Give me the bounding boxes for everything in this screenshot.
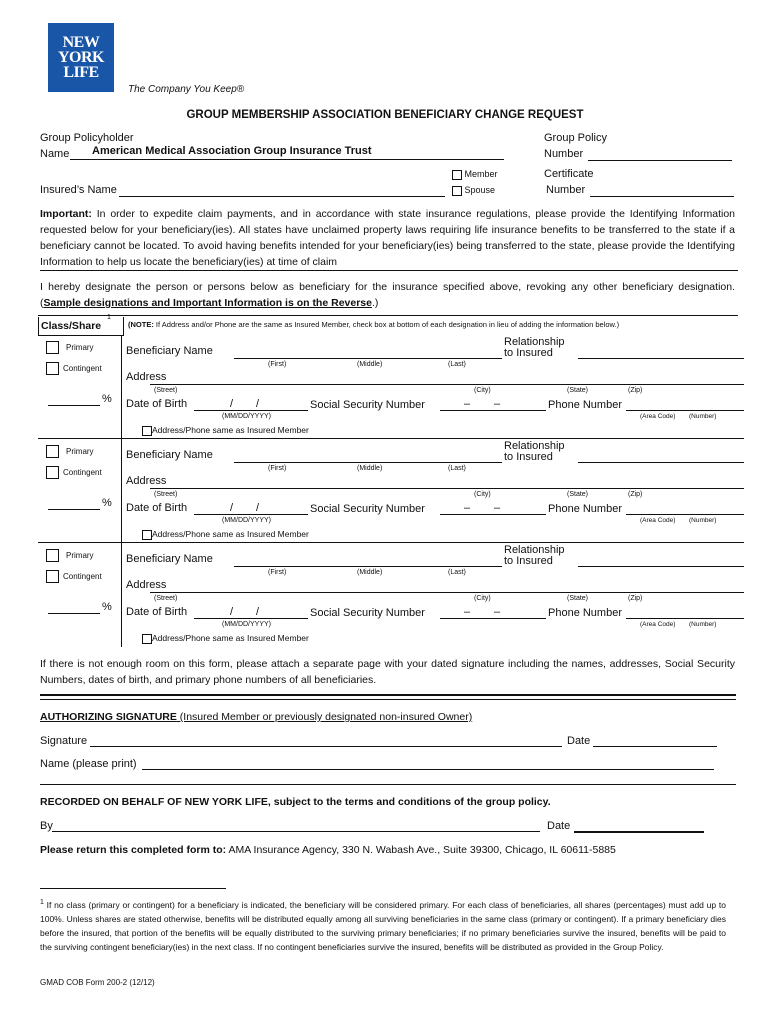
street-caption: (Street) [154,595,178,602]
dob-slash: / [256,502,260,514]
class-share-cell [38,314,124,336]
number-caption: (Number) [689,517,717,524]
same-as-insured-label: Address/Phone same as Insured Member [152,529,309,539]
print-name-field[interactable] [142,758,714,770]
address-field[interactable] [150,580,744,593]
contingent-checkbox[interactable] [46,362,59,375]
by-label: By [40,820,53,832]
designation-end: .) [371,297,379,309]
share-percent-field[interactable] [48,393,100,406]
address-field[interactable] [150,476,744,489]
same-as-insured-option[interactable] [142,633,309,644]
number-caption: (Number) [689,413,717,420]
same-as-insured-option[interactable] [142,425,309,436]
contingent-label: Contingent [63,468,102,477]
beneficiary-name-label: Beneficiary Name [126,345,213,357]
same-as-insured-label: Address/Phone same as Insured Member [152,633,309,643]
return-address [40,844,616,856]
zip-caption: (Zip) [628,491,643,498]
relationship-field[interactable] [578,346,744,359]
percent-sign: % [102,497,112,509]
section-divider [40,694,736,700]
relationship-field[interactable] [578,450,744,463]
relationship-label-2: to Insured [504,347,553,359]
dob-field[interactable] [194,398,308,411]
contingent-checkbox[interactable] [46,466,59,479]
last-caption: (Last) [448,465,466,472]
phone-label: Phone Number [548,399,622,411]
beneficiary-name-field[interactable] [234,554,502,567]
designation-paragraph [40,279,735,311]
note-text: If Address and/or Phone are the same as Insured Member, check box at bottom of each designation in lieu of adding the information below.) [153,320,620,329]
same-as-insured-checkbox[interactable] [142,634,152,644]
spouse-option[interactable] [452,185,495,196]
dob-slash: / [230,606,234,618]
phone-field[interactable] [626,606,744,619]
beneficiary-block-3 [0,544,770,648]
primary-checkbox[interactable] [46,549,59,562]
same-as-insured-checkbox[interactable] [142,426,152,436]
dob-slash: / [230,398,234,410]
footnote-sup: 1 [40,899,44,906]
table-note [128,320,619,329]
logo-line: YORK [58,49,104,66]
print-name-label: Name (please print) [40,758,137,770]
footnote [40,896,726,954]
section-divider [40,784,736,785]
first-caption: (First) [268,569,287,576]
recorded-date-field[interactable] [574,820,704,833]
spouse-checkbox[interactable] [452,186,462,196]
first-caption: (First) [268,465,287,472]
dob-label: Date of Birth [126,502,188,514]
ssn-label: Social Security Number [310,607,425,619]
date-format-caption: (MM/DD/YYYY) [222,517,271,524]
address-label: Address [126,371,167,383]
class-share-sup: 1 [107,314,111,321]
address-field[interactable] [150,372,744,385]
authorizing-heading [40,711,472,723]
important-lead: Important: [40,208,92,220]
insured-name-label: Insured’s Name [40,184,117,196]
last-caption: (Last) [448,569,466,576]
first-caption: (First) [268,361,287,368]
ssn-dash: – [494,502,501,514]
primary-label: Primary [66,551,94,560]
signature-label: Signature [40,735,88,747]
relationship-label-2: to Insured [504,555,553,567]
return-lead: Please return this completed form to: [40,844,227,856]
dob-label: Date of Birth [126,398,188,410]
recorded-date-label: Date [547,820,571,832]
date-format-caption: (MM/DD/YYYY) [222,413,271,420]
ssn-dash: – [464,606,471,618]
beneficiary-name-label: Beneficiary Name [126,449,213,461]
ssn-dash: – [464,502,471,514]
phone-label: Phone Number [548,503,622,515]
tagline: The Company You Keep® [128,84,245,95]
city-caption: (City) [474,387,491,394]
extra-room-note: If there is not enough room on this form, please attach a separate page with your dated signature including the names, addresses, Social Security Numbers, dates of birth, and primary phone numbers of all beneficiaries. [40,658,735,686]
phone-field[interactable] [626,502,744,515]
logo-line: NEW [62,34,100,51]
number-caption: (Number) [689,621,717,628]
contingent-label: Contingent [63,364,102,373]
street-caption: (Street) [154,491,178,498]
policyholder-name-label: Name [40,148,70,160]
street-caption: (Street) [154,387,178,394]
relationship-label: Relationship [504,544,565,556]
dob-field[interactable] [194,606,308,619]
percent-sign: % [102,393,112,405]
footnote-text: If no class (primary or contingent) for a beneficiary is indicated, the beneficiary will be considered primary. For each class of beneficiaries, all shares (percentages) must add up to 100%. Unless shares are stated otherwise, benefits will be distributed equally among all surviving beneficiaries in the same class (primary or contingent). If a primary beneficiary dies before the insured, that portion of the benefits will be equally distributed to the surviving primary beneficiaries; if no primary beneficiaries survive the insured, benefits will be paid to the surviving contingent beneficiary(ies) in the next class. If no contingent beneficiaries survive the insured, benefits will be distributed as provided in the Group Policy. [40,899,726,952]
spouse-label: Spouse [464,185,496,195]
same-as-insured-checkbox[interactable] [142,530,152,540]
city-caption: (City) [474,491,491,498]
designation-text: I hereby designate the person or persons below as beneficiary for the insurance specified above, revoking any other beneficiary designation. ( [40,281,735,309]
recorded-heading: RECORDED ON BEHALF OF NEW YORK LIFE, subject to the terms and conditions of the group policy. [40,796,551,808]
member-option[interactable] [452,169,498,180]
middle-caption: (Middle) [357,569,383,576]
address-label: Address [126,579,167,591]
state-caption: (State) [567,387,589,394]
beneficiary-name-label: Beneficiary Name [126,553,213,565]
percent-sign: % [102,601,112,613]
certificate-number-label: Number [546,184,586,196]
share-percent-field[interactable] [48,601,100,614]
new-york-life-logo [48,23,114,92]
share-percent-field[interactable] [48,497,100,510]
signature-date-label: Date [567,735,591,747]
group-policy-number-label: Number [544,148,584,160]
relationship-field[interactable] [578,554,744,567]
phone-field[interactable] [626,398,744,411]
insured-name-field[interactable] [119,184,445,197]
middle-caption: (Middle) [357,465,383,472]
address-label: Address [126,475,167,487]
zip-caption: (Zip) [628,595,643,602]
primary-checkbox[interactable] [46,341,59,354]
state-caption: (State) [567,595,589,602]
ssn-field[interactable] [440,502,546,515]
phone-label: Phone Number [548,607,622,619]
signature-field[interactable] [90,735,562,747]
primary-checkbox[interactable] [46,445,59,458]
ssn-label: Social Security Number [310,399,425,411]
same-as-insured-label: Address/Phone same as Insured Member [152,425,309,435]
authorizing-heading-rest: (Insured Member or previously designated non-insured Owner) [176,711,473,723]
form-id: GMAD COB Form 200-2 (12/12) [40,978,155,987]
important-paragraph [40,206,735,270]
member-checkbox[interactable] [452,170,462,180]
zip-caption: (Zip) [628,387,643,394]
by-field[interactable] [52,820,540,832]
dob-slash: / [256,606,260,618]
ssn-dash: – [494,398,501,410]
ssn-field[interactable] [440,398,546,411]
last-caption: (Last) [448,361,466,368]
dob-slash: / [230,502,234,514]
class-share-label: Class/Share [41,320,102,332]
divider [40,270,738,271]
ssn-field[interactable] [440,606,546,619]
beneficiary-name-field[interactable] [234,450,502,463]
beneficiary-name-field[interactable] [234,346,502,359]
form-title: GROUP MEMBERSHIP ASSOCIATION BENEFICIARY CHANGE REQUEST [186,109,584,121]
signature-date-field[interactable] [593,735,717,747]
middle-caption: (Middle) [357,361,383,368]
contingent-checkbox[interactable] [46,570,59,583]
important-text: In order to expedite claim payments, and in accordance with state insurance regulations, please provide the Identifying Information requested below for your beneficiary(ies). All states have unclaimed property laws requiring life insurance benefits to be transferred to the state if a beneficiary cannot be located. To avoid having benefits intended for your beneficiary(ies) being transferred to the state, please provide the Identifying Information to help us locate the beneficiary(ies) at time of claim [40,208,735,268]
primary-label: Primary [66,343,94,352]
group-policy-label: Group Policy [544,132,607,144]
relationship-label-2: to Insured [504,451,553,463]
ssn-dash: – [494,606,501,618]
authorizing-heading-bold: AUTHORIZING SIGNATURE [40,711,177,723]
group-policy-number-field[interactable] [588,147,732,161]
logo-line: LIFE [63,64,99,81]
block-divider [38,542,744,543]
block-divider [38,438,744,439]
reverse-note: Sample designations and Important Information is on the Reverse [43,297,372,309]
area-code-caption: (Area Code) [640,621,676,628]
beneficiary-block-2 [0,440,770,544]
ssn-label: Social Security Number [310,503,425,515]
area-code-caption: (Area Code) [640,517,676,524]
primary-label: Primary [66,447,94,456]
dob-field[interactable] [194,502,308,515]
dob-slash: / [256,398,260,410]
relationship-label: Relationship [504,336,565,348]
contingent-label: Contingent [63,572,102,581]
certificate-label: Certificate [544,168,594,180]
certificate-number-field[interactable] [590,184,734,197]
ssn-dash: – [464,398,471,410]
note-lead: (NOTE: [128,320,154,329]
policyholder-name-field[interactable] [70,145,504,160]
dob-label: Date of Birth [126,606,188,618]
state-caption: (State) [567,491,589,498]
policyholder-label: Group Policyholder [40,132,134,144]
member-label: Member [464,169,498,179]
area-code-caption: (Area Code) [640,413,676,420]
same-as-insured-option[interactable] [142,529,309,540]
city-caption: (City) [474,595,491,602]
policyholder-name-value: American Medical Association Group Insurance Trust [92,145,372,157]
return-text: AMA Insurance Agency, 330 N. Wabash Ave., Suite 39300, Chicago, IL 60611-5885 [226,844,616,856]
beneficiary-block-1 [0,336,770,440]
footnote-rule [40,888,226,889]
relationship-label: Relationship [504,440,565,452]
date-format-caption: (MM/DD/YYYY) [222,621,271,628]
